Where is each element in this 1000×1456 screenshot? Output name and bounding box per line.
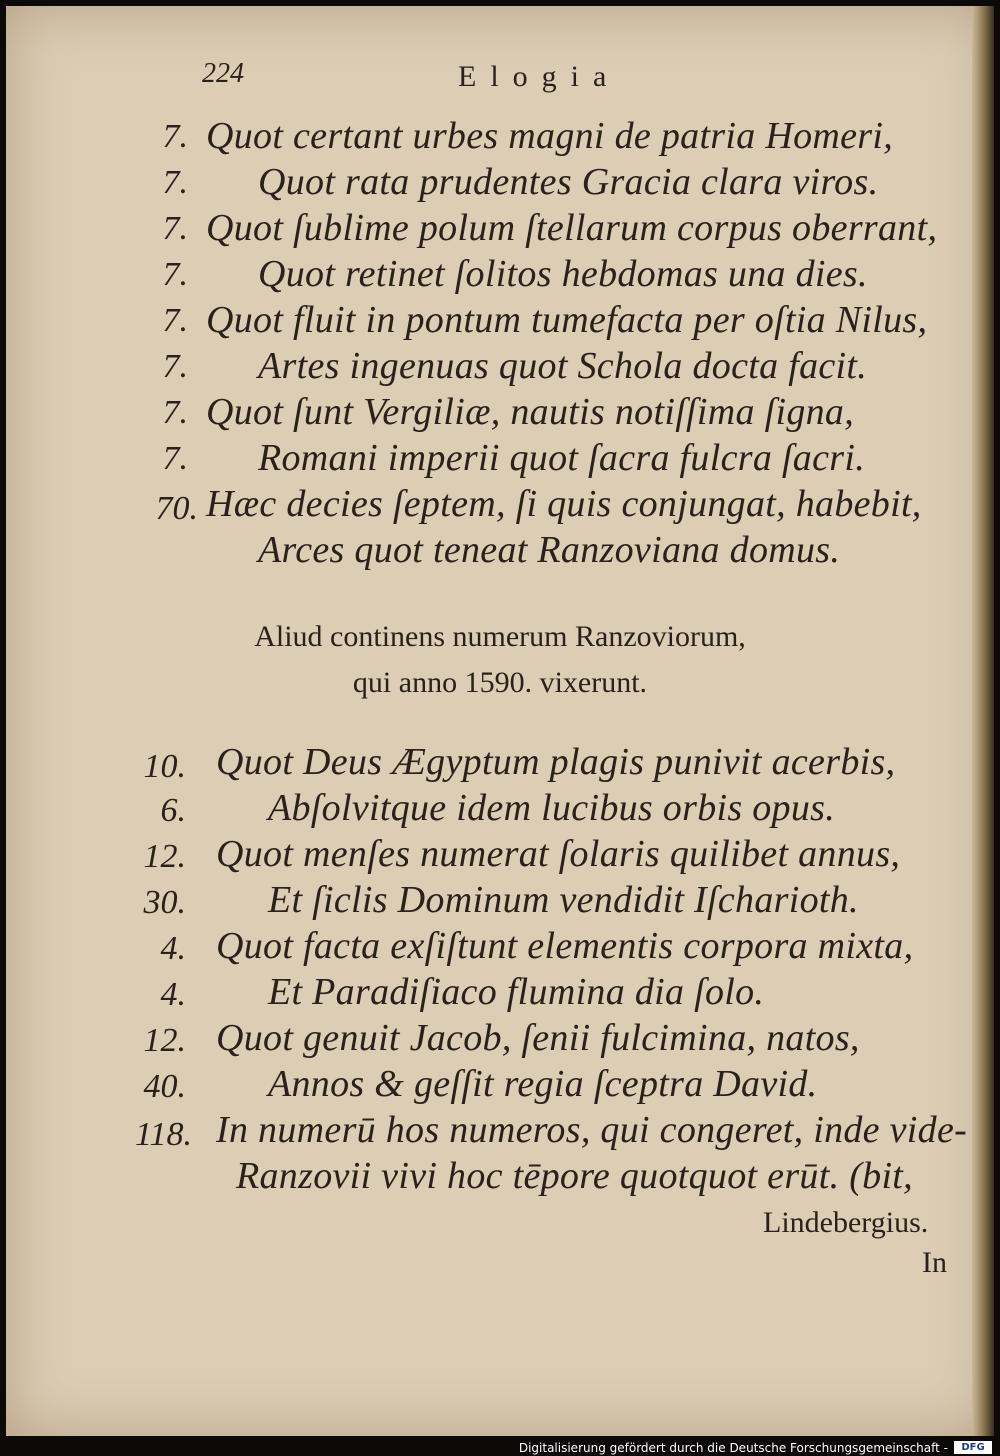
line-number: 6. [160, 792, 186, 829]
verse-line: Ranzovii vivi hoc tēpore quotquot erūt. (bit, [236, 1155, 913, 1197]
footer-credit: Digitalisierung gefördert durch die Deutsche Forschungsgemeinschaft - [518, 1441, 948, 1455]
verse-line: Quot ſunt Vergiliæ, nautis notiſſima ſigna, [206, 391, 855, 433]
line-number: 10. [143, 748, 186, 785]
verse-line: In numerū hos numeros, qui congeret, inde vide- [216, 1109, 968, 1151]
verse-line: Quot rata prudentes Gracia clara viros. [258, 161, 879, 203]
verse-line: Quot retinet ſolitos hebdomas una dies. [258, 253, 868, 295]
line-number: 30. [143, 884, 186, 921]
line-number: 7. [162, 164, 188, 201]
verse-line: Et ſiclis Dominum vendidit Iſcharioth. [268, 879, 859, 921]
line-number: 70. [155, 490, 198, 527]
section-heading: Aliud continens numerum Ranzoviorum, [254, 620, 746, 653]
verse-line: Quot genuit Jacob, ſenii fulcimina, natos, [216, 1017, 860, 1059]
verse-line: Quot menſes numerat ſolaris quilibet annus, [216, 833, 901, 875]
line-number: 12. [143, 838, 186, 875]
section-heading-line2: qui anno 1590. vixerunt. [352, 666, 648, 699]
verse-line: Quot Deus Ægyptum plagis punivit acerbis, [216, 741, 896, 783]
verse-line: Abſolvitque idem lucibus orbis opus. [268, 787, 836, 829]
verse-line: Arces quot teneat Ranzoviana domus. [258, 529, 841, 571]
running-title: Elogia [458, 60, 621, 93]
book-page [6, 6, 994, 1436]
line-number: 7. [162, 302, 188, 339]
line-number: 4. [160, 930, 186, 967]
verse-line: Annos & geſſit regia ſceptra David. [268, 1063, 818, 1105]
verse-line: Hæc decies ſeptem, ſi quis conjungat, habebit, [206, 483, 922, 525]
line-number: 7. [162, 118, 188, 155]
verse-line: Artes ingenuas quot Schola docta facit. [258, 345, 868, 387]
verse-line: Quot fluit in pontum tumefacta per oſtia Nilus, [206, 299, 928, 341]
line-number: 7. [162, 256, 188, 293]
line-number: 118. [135, 1116, 192, 1153]
author-signature: Lindebergius. [763, 1206, 929, 1239]
page-edge [972, 6, 994, 1436]
line-number: 40. [143, 1068, 186, 1105]
line-number: 7. [162, 348, 188, 385]
verse-line: Quot ſublime polum ſtellarum corpus oberrant, [206, 207, 938, 249]
page-number: 224 [202, 58, 244, 89]
verse-line: Romani imperii quot ſacra fulcra ſacri. [258, 437, 865, 479]
verse-line: Quot facta exſiſtunt elementis corpora mixta, [216, 925, 914, 967]
line-number: 7. [162, 440, 188, 477]
line-number: 7. [162, 394, 188, 431]
line-number: 4. [160, 976, 186, 1013]
dfg-logo-icon: DFG [954, 1441, 992, 1454]
verse-line: Quot certant urbes magni de patria Homeri, [206, 115, 894, 157]
line-number: 7. [162, 210, 188, 247]
line-number: 12. [143, 1022, 186, 1059]
verse-line: Et Paradiſiaco flumina dia ſolo. [268, 971, 765, 1013]
catchword: In [922, 1246, 947, 1279]
